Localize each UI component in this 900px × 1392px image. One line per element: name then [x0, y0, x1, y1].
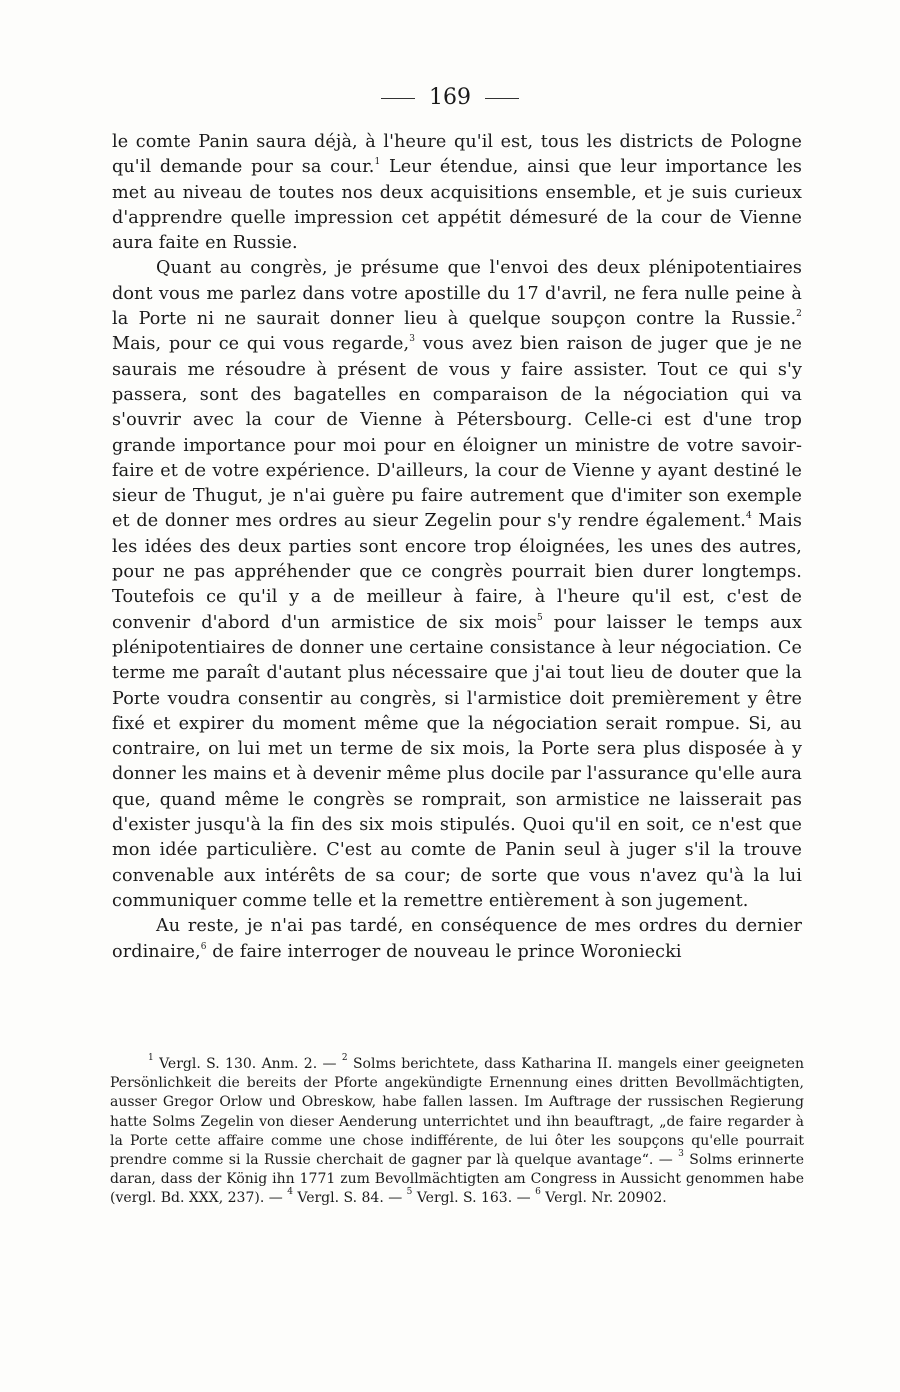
footnote-marker: 4 [745, 511, 752, 522]
text-run: Vergl. S. 84. — [292, 1190, 407, 1207]
page-number: 169 [429, 85, 471, 110]
header-rule-left [381, 98, 415, 99]
text-run: Au reste, je n'ai pas tardé, en conséquence de mes ordres du dernier ordinaire, [112, 916, 802, 962]
footnote-marker: 4 [287, 1187, 293, 1198]
text-run: Solms erinnerte daran, dass der König ihn 1771 zum Bevollmächtigten am Congress in Aussicht genommen habe (vergl. Bd. XXX, 237). — [110, 1152, 804, 1207]
footnote-marker: 1 [374, 157, 381, 168]
footnote-marker: 5 [406, 1187, 413, 1198]
page-header [0, 84, 900, 112]
text-run: Mais les idées des deux parties sont encore trop éloignées, les unes des autres, pour ne pas appréhender que ce congrès pourrait bien durer longtemps. Toutefois ce qu'il y a de meilleur à faire, à l'heure qu'il est, c'est de convenir d'abord d'un armistice de six mois [112, 511, 802, 633]
footnote-marker: 2 [796, 309, 802, 320]
text-run: vous avez bien raison de juger que je ne saurais me résoudre à présent de vous y faire assister. Tout ce qui s'y passera, sont des bagatelles en comparaison de la négociation qui va s'ouvrir avec la cour de Vienne à Pétersbourg. Celle-ci est d'une trop grande importance pour moi pour en éloigner un ministre de votre savoir-faire et de votre expérience. D'ailleurs, la cour de Vienne y ayant destiné le sieur de Thugut, je n'ai guère pu faire autrement que d'imiter son exemple et de donner mes ordres au sieur Zegelin pour s'y rendre également. [112, 334, 802, 532]
footnote-block [110, 1055, 804, 1209]
footnote-marker: 6 [535, 1187, 541, 1198]
footnote-marker: 5 [537, 612, 543, 623]
text-run: Vergl. S. 130. Anm. 2. — [153, 1056, 342, 1072]
text-run: Quant au congrès, je présume que l'envoi des deux plénipotentiaires dont vous me parlez dans votre apostille du 17 d'avril, ne fera nulle peine à la Porte ni ne saurait donner lieu à quelque soupçon contre la Russie. [112, 258, 802, 330]
footnote-marker: 3 [409, 334, 416, 345]
paragraph [112, 256, 802, 914]
paragraph [112, 130, 802, 256]
body-text [112, 130, 802, 965]
text-run: Vergl. S. 163. — [412, 1190, 536, 1207]
text-run: le comte Panin saura déjà, à l'heure qu'il est, tous les districts de Pologne qu'il demande pour sa cour. [112, 132, 802, 178]
paragraph [112, 914, 802, 965]
text-run: Leur étendue, ainsi que leur importance les met au niveau de toutes nos deux acquisitions ensemble, et je suis curieux d'apprendre quelle impression cet appétit démesuré de la cour de Vienne aura faite en Russie. [112, 157, 802, 254]
text-run: Mais, pour ce qui vous regarde, [112, 334, 410, 355]
header-rule-right [485, 98, 519, 99]
text-run: Vergl. Nr. 20902. [540, 1190, 667, 1207]
footnote-marker: 1 [148, 1053, 154, 1063]
footnotes [110, 1055, 804, 1209]
footnote-marker: 2 [341, 1053, 348, 1063]
text-run: pour laisser le temps aux plénipotentiaires de donner une certaine consistance à leur négociation. Ce terme me paraît d'autant plus nécessaire que j'ai tout lieu de douter que la Porte voudra consentir au congrès, si l'armistice doit premièrement y être fixé et expirer du moment même que la négociation serait rompue. Si, au contraire, on lui met un terme de six mois, la Porte sera plus disposée à y donner les mains et à devenir même plus docile par l'assurance qu'elle aura que, quand même le congrès se romprait, son armistice ne laisserait pas d'exister jusqu'à la fin des six mois stipulés. Quoi qu'il en soit, ce n'est que mon idée particulière. C'est au comte de Panin seul à juger s'il la trouve convenable aux intérêts de sa cour; de sorte que vous n'avez qu'à la lui communiquer comme telle et la remettre entièrement à son jugement. [112, 612, 802, 911]
footnote-marker: 3 [678, 1149, 684, 1160]
footnote-marker: 6 [200, 941, 207, 952]
text-run: de faire interroger de nouveau le prince Woroniecki [206, 941, 682, 962]
text-run: Solms berichtete, dass Katharina II. mangels einer geeigneten Persönlichkeit die bereits der Pforte angekündigte Ernennung eines dritten Bevollmächtigten, ausser Gregor Orlow und Obreskow, habe fallen lassen. Im Auftrage der russischen Regierung hatte Solms Zegelin von dieser Aenderung unterrichtet und ihn beauftragt, „de faire regarder à la Porte cette affaire comme une chose indifférente, de lui ôter les soupçons qu'elle pourrait prendre comme si la Russie cherchait de gagner par là quelque avantage“. — [110, 1056, 804, 1169]
